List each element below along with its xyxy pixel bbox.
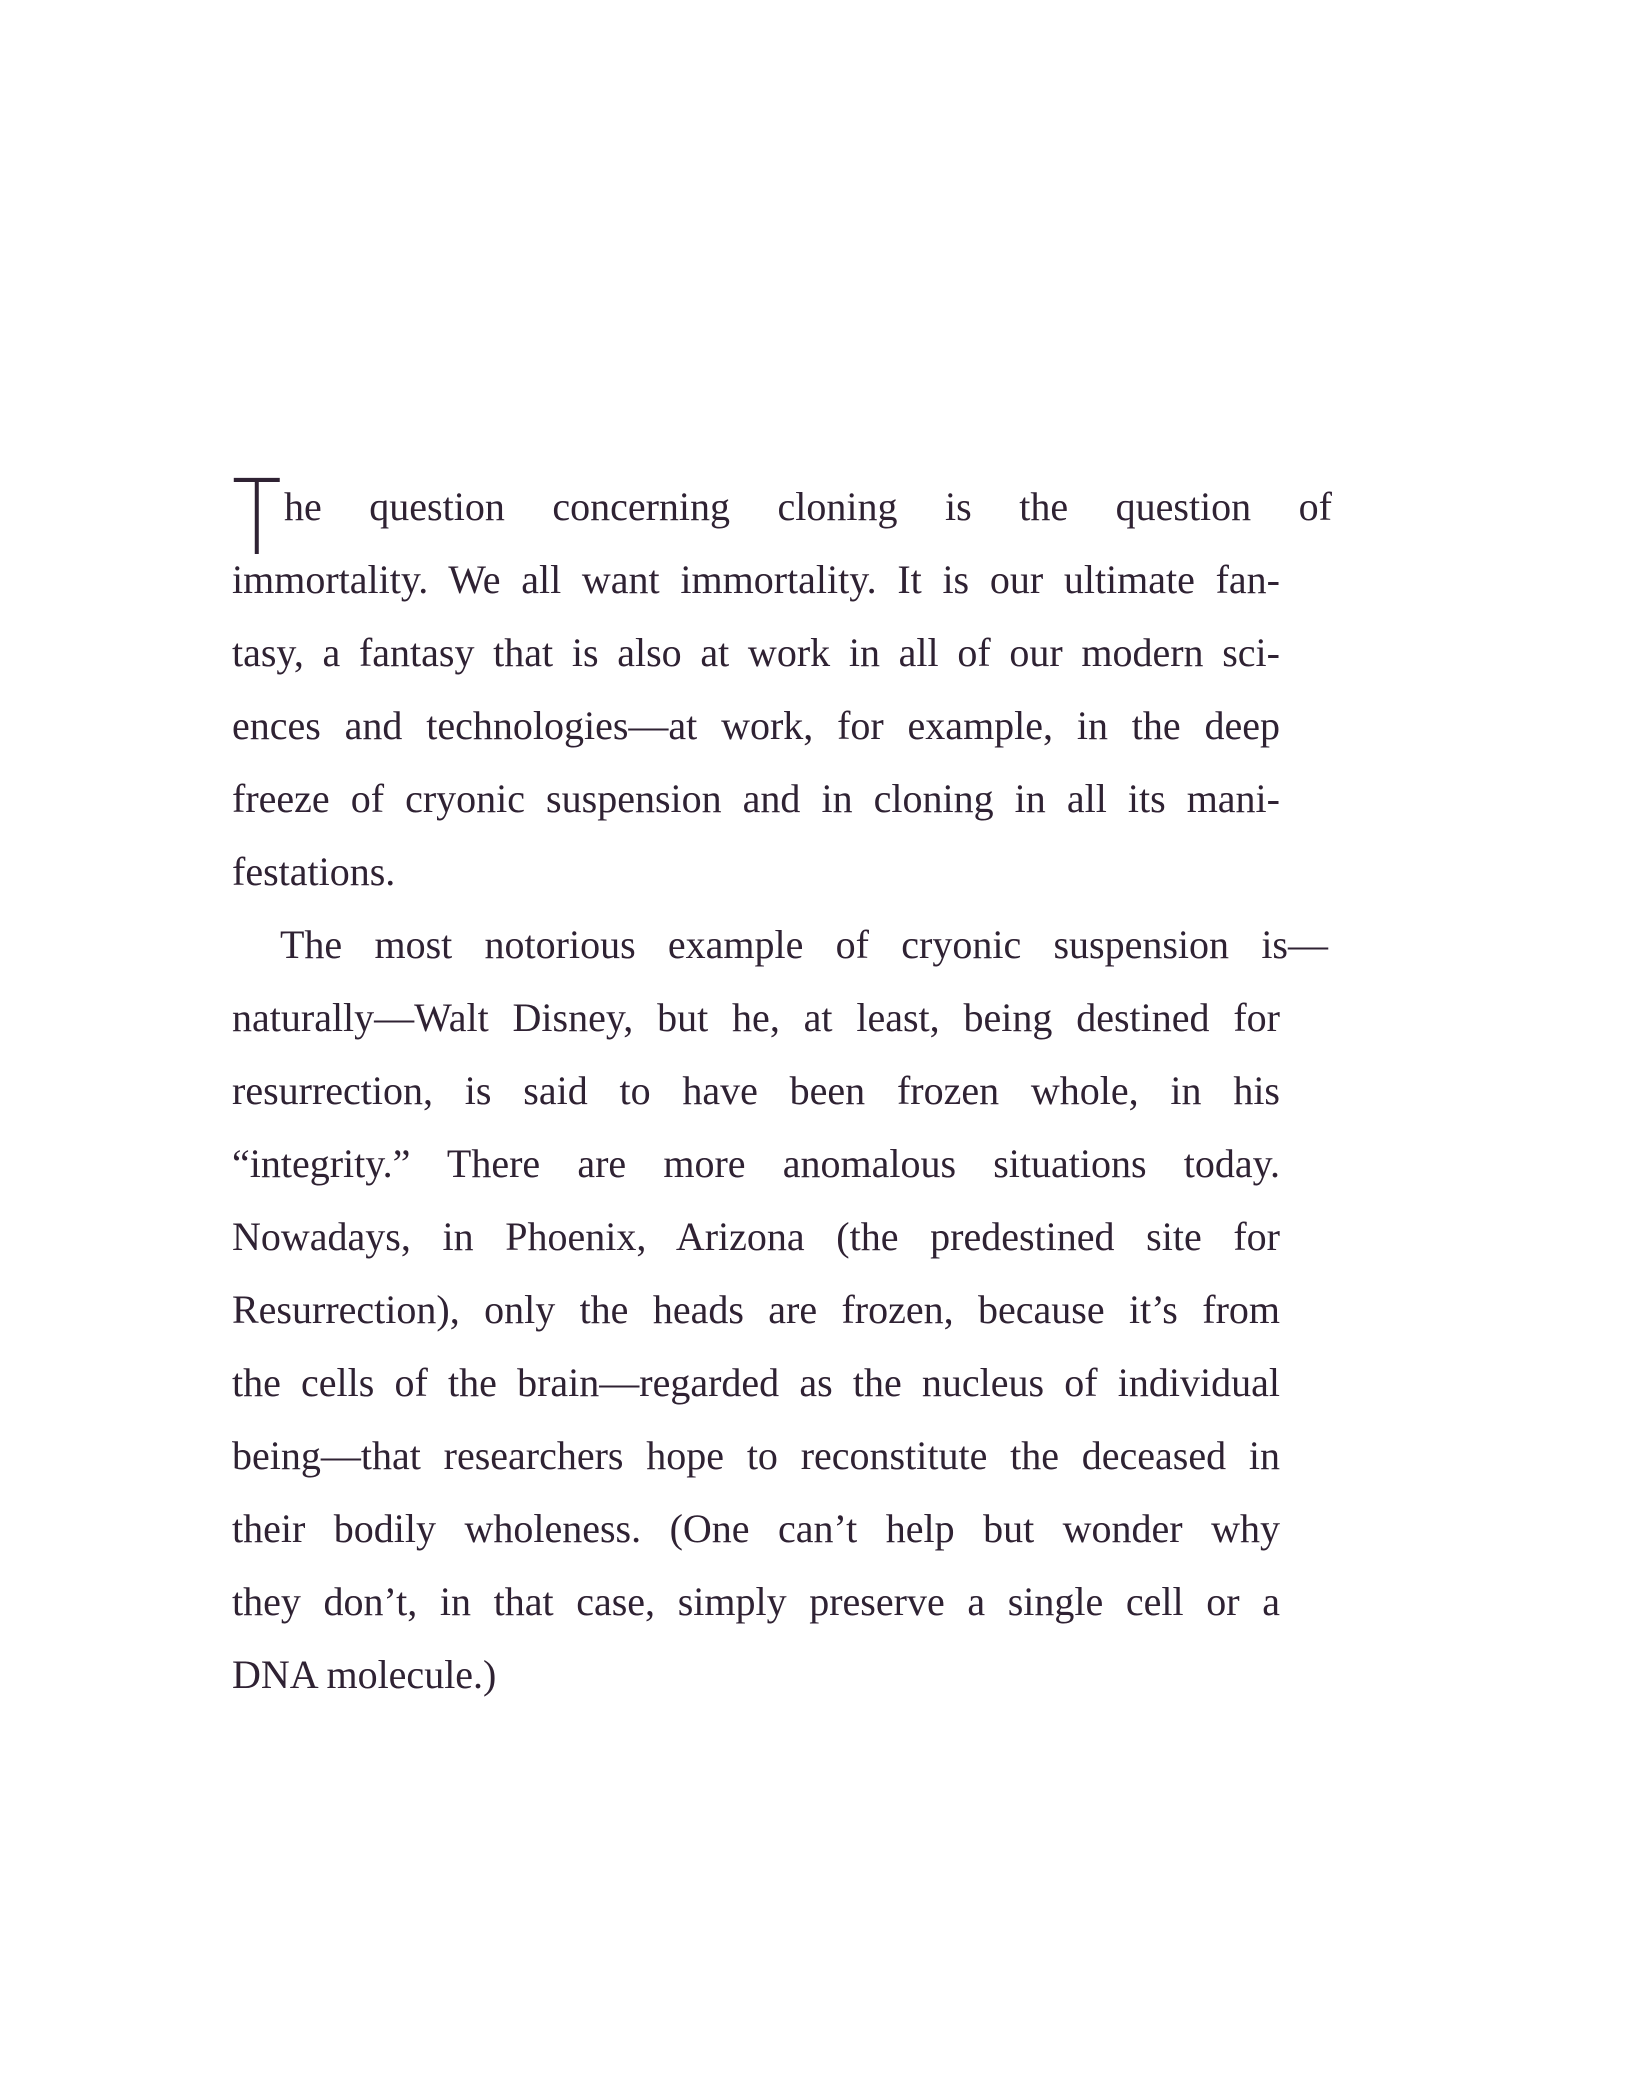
paragraph-2-line-1: The most notorious example of cryonic suspension is— xyxy=(280,922,1328,967)
paragraph-2-line-6: Resurrection), only the heads are frozen, because it’s from xyxy=(232,1287,1280,1332)
paragraph-1-line-3: tasy, a fantasy that is also at work in all of our modern sci- xyxy=(232,630,1280,675)
paragraph-2-line-10: they don’t, in that case, simply preserve a single cell or a xyxy=(232,1579,1280,1624)
paragraph-1-line-6: festations. xyxy=(232,849,396,894)
paragraph-2-line-3: resurrection, is said to have been frozen whole, in his xyxy=(232,1068,1280,1113)
paragraph-2-line-2: naturally—Walt Disney, but he, at least, being destined for xyxy=(232,995,1280,1040)
paragraph-1-line-5: freeze of cryonic suspension and in cloning in all its mani- xyxy=(232,776,1280,821)
paragraph-2-line-9: their bodily wholeness. (One can’t help but wonder why xyxy=(232,1506,1280,1551)
paragraph-1-line-1: he question concerning cloning is the question of xyxy=(284,484,1332,529)
paragraph-2-line-7: the cells of the brain—regarded as the nucleus of individual xyxy=(232,1360,1280,1405)
paragraph-2-line-11: DNA molecule.) xyxy=(232,1652,497,1697)
drop-cap: T xyxy=(232,457,282,579)
paragraph-2-line-5: Nowadays, in Phoenix, Arizona (the predestined site for xyxy=(232,1214,1280,1259)
paragraph-2-line-4: “integrity.” There are more anomalous situations today. xyxy=(232,1141,1280,1186)
paragraph-1-line-4: ences and technologies—at work, for example, in the deep xyxy=(232,703,1280,748)
paragraph-1-line-2: immortality. We all want immortality. It is our ultimate fan- xyxy=(232,557,1280,602)
paragraph-2-line-8: being—that researchers hope to reconstitute the deceased in xyxy=(232,1433,1280,1478)
